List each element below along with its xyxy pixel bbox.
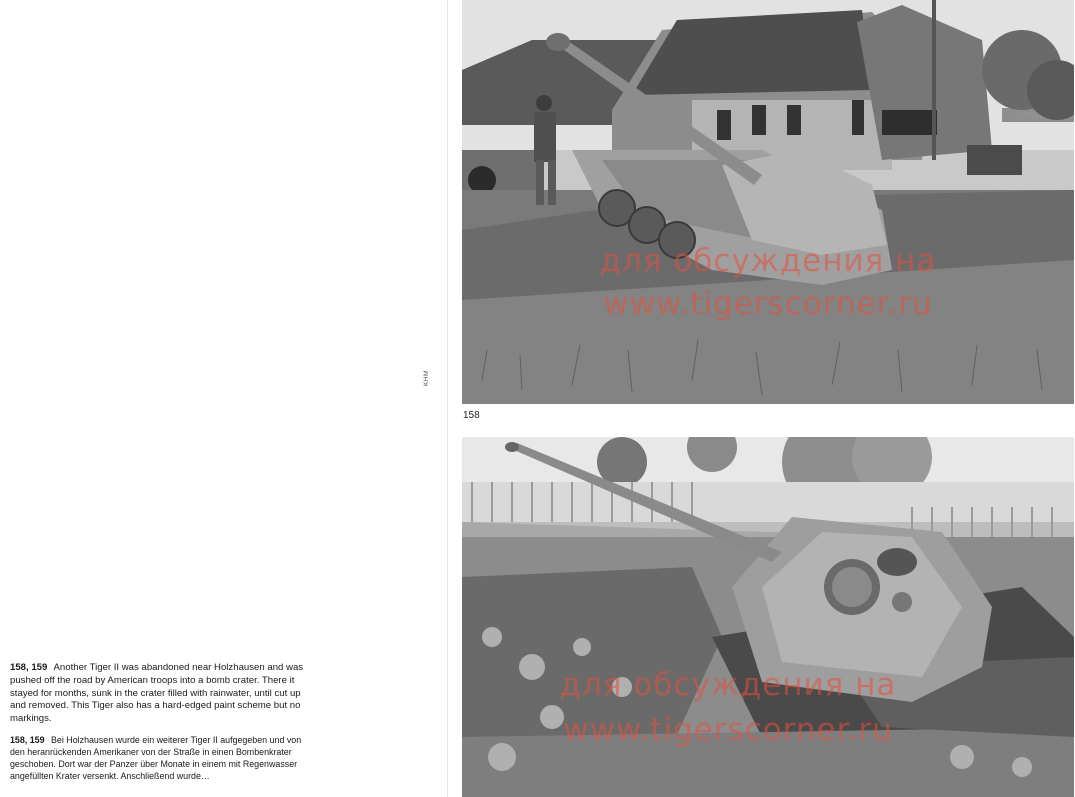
photo-158 (462, 0, 1074, 404)
watermark-line2: www.tigerscorner.ru (603, 286, 933, 322)
watermark-line2-b: www.tigerscorner.ru (563, 712, 893, 748)
photo-caption (10, 662, 306, 790)
photo-158-image (462, 0, 1074, 404)
spread-divider (447, 0, 448, 797)
caption-english (10, 662, 306, 726)
caption-en-text: Another Tiger II was abandoned near Holzhausen and was pushed off the road by American troops into a bomb crater. There it stayed for months, sunk in the crater filled with rainwater, until cut up and removed. This Tiger also has a hard-edged paint scheme but no markings. (10, 662, 304, 725)
watermark-line1: для обсуждения на (599, 243, 937, 279)
caption-de-text: Bei Holzhausen wurde ein weiterer Tiger II aufgegeben und von den heranrückenden Amerikaner von der Straße in einen Bombenkrater geschoben. Dort war der Panzer über Monate in einem mit Regenwasser angefüllten Krater versenkt. Anschließend wurde… (10, 734, 302, 781)
caption-de-numbers: 158, 159 (10, 734, 45, 745)
figure-number-158: 158 (463, 410, 480, 421)
caption-german (10, 734, 306, 782)
watermark-line1-b: для обсуждения на (559, 667, 897, 703)
photo-credit: KHM (423, 370, 430, 386)
photo-159 (462, 437, 1074, 797)
caption-en-numbers: 158, 159 (10, 662, 48, 673)
